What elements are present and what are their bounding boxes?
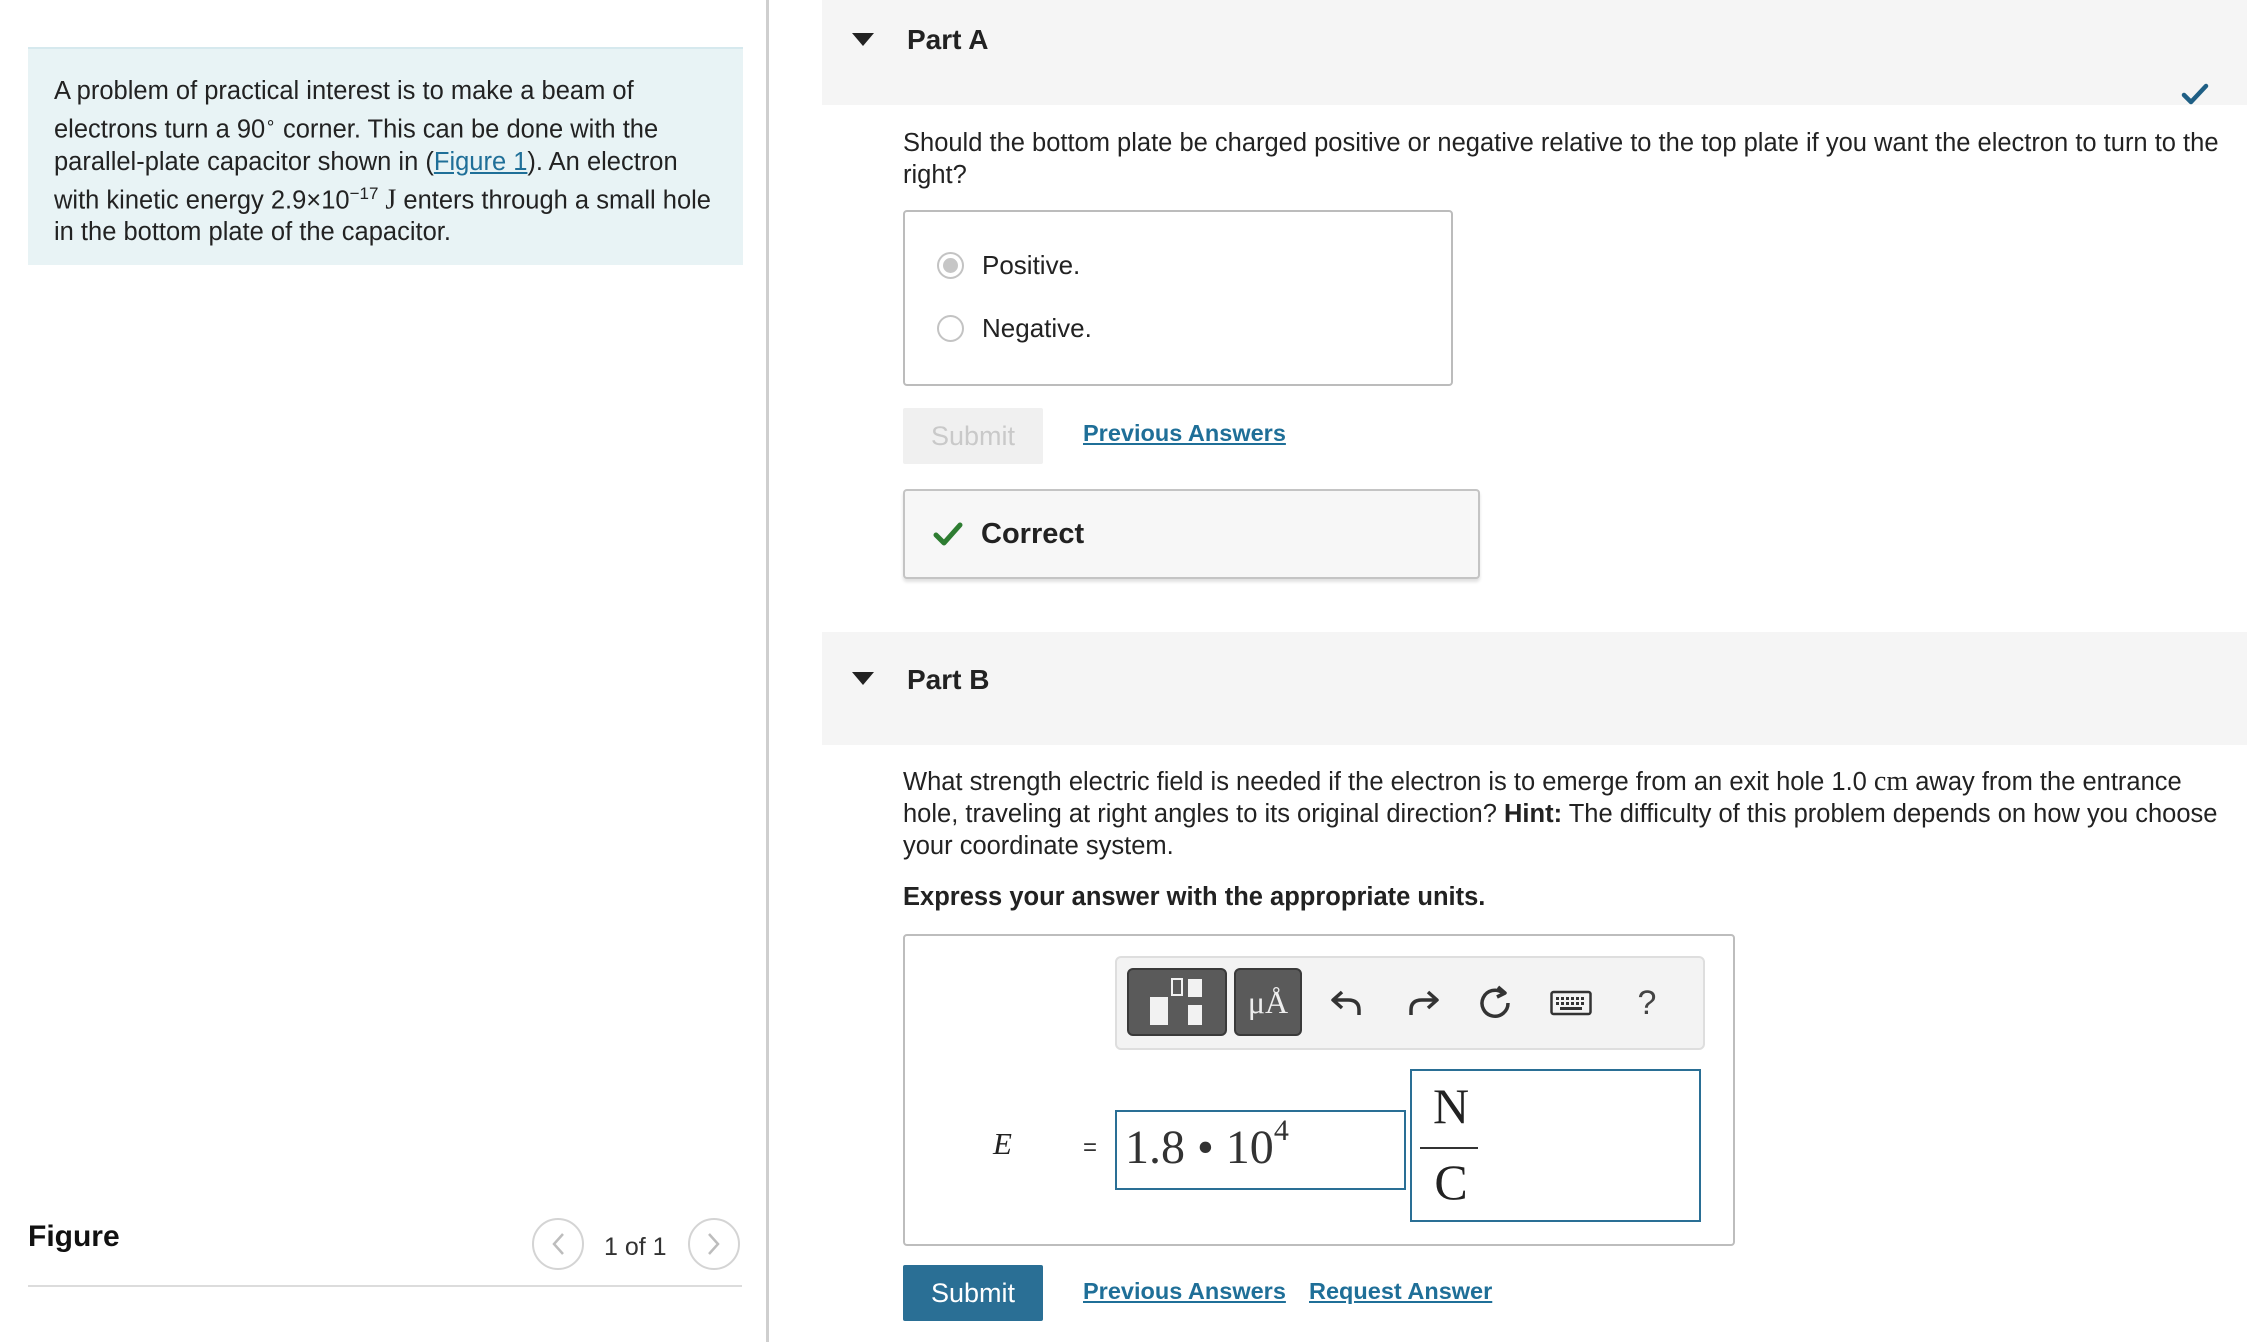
units-input[interactable] xyxy=(1410,1069,1701,1222)
question-text-part: What strength electric field is needed if the electron is to emerge from an exit hole 1.0 xyxy=(903,768,1874,796)
choice-label: Positive. xyxy=(982,250,1081,280)
redo-icon xyxy=(1406,988,1440,1018)
reset-icon xyxy=(1477,985,1513,1021)
request-answer-link[interactable]: Request Answer xyxy=(1309,1278,1493,1304)
part-a-title: Part A xyxy=(907,24,989,55)
unit-denominator: C xyxy=(1434,1154,1468,1210)
answer-entry-box xyxy=(903,934,1735,1246)
redo-button[interactable] xyxy=(1393,972,1453,1034)
value-mantissa: 1.8 • 10 xyxy=(1125,1121,1274,1174)
unit-numerator: N xyxy=(1432,1078,1470,1134)
part-b-submit-button[interactable]: Submit xyxy=(903,1265,1043,1321)
feedback-correct xyxy=(903,489,1480,579)
undo-button[interactable] xyxy=(1317,972,1377,1034)
pane-divider[interactable] xyxy=(766,0,769,1342)
equals-sign: = xyxy=(1083,1134,1098,1161)
feedback-label: Correct xyxy=(981,517,1085,550)
caret-down-icon xyxy=(852,33,874,46)
choice-positive[interactable] xyxy=(937,250,1080,281)
problem-text xyxy=(54,75,717,248)
checkmark-icon xyxy=(933,521,963,547)
problem-text-part: A problem of practical interest is to make a beam of electrons turn a 90 xyxy=(54,77,634,144)
question-text-part: away from the entrance hole, traveling at right angles to its original direction? xyxy=(903,768,2182,828)
math-toolbar xyxy=(1115,956,1705,1050)
value-input[interactable] xyxy=(1115,1110,1406,1190)
choice-negative[interactable] xyxy=(937,313,1092,344)
part-a-header[interactable] xyxy=(822,0,2247,105)
units-button[interactable]: μÅ xyxy=(1234,968,1302,1036)
hint-label: Hint: xyxy=(1504,800,1563,828)
part-a-submit-button[interactable]: Submit xyxy=(903,408,1043,464)
chevron-left-icon xyxy=(551,1232,565,1256)
help-button[interactable]: ? xyxy=(1637,983,1657,1022)
fraction-bar xyxy=(1420,1147,1478,1149)
figure-next-button[interactable] xyxy=(688,1218,740,1270)
keyboard-button[interactable] xyxy=(1541,972,1601,1034)
figure-title: Figure xyxy=(28,1220,120,1253)
question-text-part: The difficulty of this problem depends on how you choose your coordinate system. xyxy=(903,800,2218,860)
distance-unit: cm xyxy=(1873,766,1909,797)
figure-prev-button[interactable] xyxy=(532,1218,584,1270)
exponent: −17 xyxy=(349,183,379,203)
problem-text-part: ). An electron with kinetic energy 2.9×10 xyxy=(54,147,678,214)
problem-statement xyxy=(28,47,743,265)
templates-icon xyxy=(1146,975,1208,1029)
problem-text-part: enters through a small hole in the bottom plate of the capacitor. xyxy=(54,186,711,246)
templates-button[interactable] xyxy=(1127,968,1227,1036)
value-exponent: 4 xyxy=(1273,1114,1289,1147)
radio-button[interactable] xyxy=(937,252,964,279)
part-a-previous-answers-link[interactable]: Previous Answers xyxy=(1083,420,1286,446)
chevron-right-icon xyxy=(707,1232,721,1256)
degree-symbol: ∘ xyxy=(265,113,276,132)
part-b-header[interactable] xyxy=(822,632,2247,745)
undo-icon xyxy=(1330,988,1364,1018)
figure-counter: 1 of 1 xyxy=(604,1233,667,1261)
figure-divider xyxy=(28,1285,742,1287)
variable-label: E xyxy=(993,1126,1012,1161)
problem-text-part: corner. This can be done with the parallel-plate capacitor shown in ( xyxy=(54,115,659,176)
problem-pane xyxy=(0,0,768,1342)
part-b-previous-answers-link[interactable]: Previous Answers xyxy=(1083,1278,1286,1304)
part-b-question xyxy=(903,766,2243,862)
radio-button[interactable] xyxy=(937,315,964,342)
keyboard-icon xyxy=(1550,990,1592,1016)
figure-link[interactable]: Figure 1 xyxy=(433,147,528,176)
answer-choices xyxy=(903,210,1453,386)
choice-label: Negative. xyxy=(982,313,1092,343)
checkmark-icon xyxy=(2181,82,2209,106)
reset-button[interactable] xyxy=(1465,972,1525,1034)
energy-unit: J xyxy=(378,184,397,215)
caret-down-icon xyxy=(852,672,874,685)
part-b-title: Part B xyxy=(907,664,990,695)
part-a-question: Should the bottom plate be charged positive or negative relative to the top plate if you want the electron to turn to the right? xyxy=(903,129,2219,189)
answer-instruction: Express your answer with the appropriate units. xyxy=(903,883,1486,911)
